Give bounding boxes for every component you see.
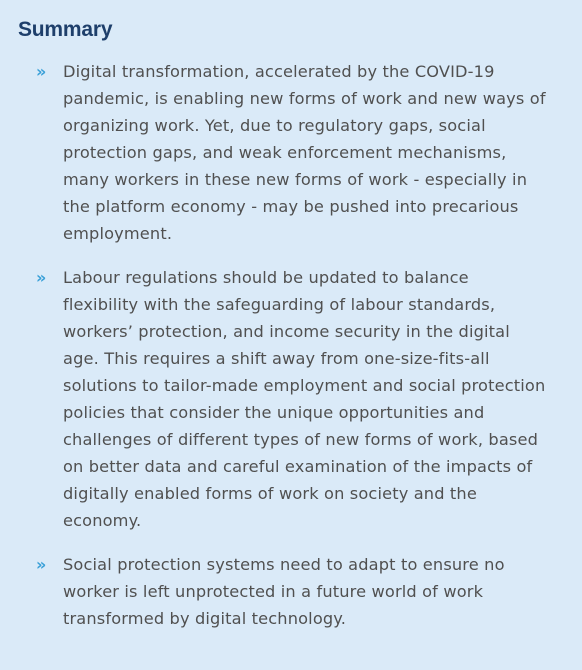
summary-title: Summary bbox=[18, 18, 113, 41]
chevron-right-icon: » bbox=[36, 555, 47, 574]
chevron-right-icon: » bbox=[36, 62, 47, 81]
summary-item-text: Social protection systems need to adapt to ensure no worker is left unprotected in a future world of work transformed by digital technology. bbox=[63, 555, 505, 628]
chevron-right-icon: » bbox=[36, 268, 47, 287]
summary-item bbox=[18, 58, 564, 247]
summary-item-text: Digital transformation, accelerated by the COVID-19 pandemic, is enabling new forms of work and new ways of organizing work. Yet, due to regulatory gaps, social protection gaps, and weak enforcement mechanisms, many workers in these new forms of work - especially in the platform economy - may be pushed into precarious employment. bbox=[63, 62, 546, 243]
summary-item-text: Labour regulations should be updated to balance flexibility with the safeguarding of labour standards, workers’ protection, and income security in the digital age. This requires a shift away from one-size-fits-all solutions to tailor-made employment and social protection policies that consider the unique opportunities and challenges of different types of new forms of work, based on better data and careful examination of the impacts of digitally enabled forms of work on society and the economy. bbox=[63, 268, 546, 530]
summary-item bbox=[18, 551, 564, 632]
summary-item bbox=[18, 264, 564, 534]
summary-list bbox=[18, 58, 564, 632]
